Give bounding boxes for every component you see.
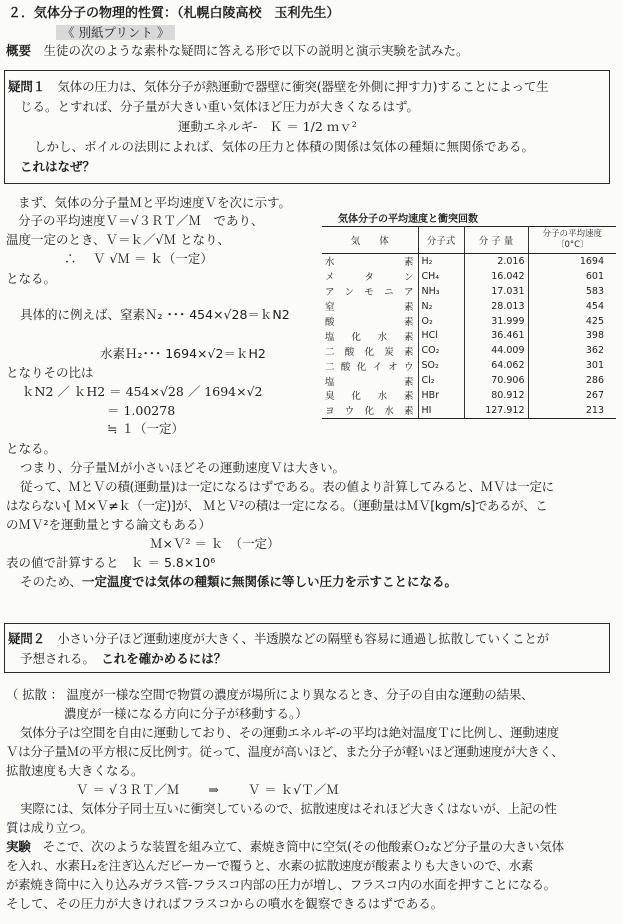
formula-cell: CO₂ xyxy=(418,343,464,358)
table-row xyxy=(322,284,616,299)
body1-line12: となる。 xyxy=(6,441,57,456)
body2-line3: 気体分子は空間を自由に運動しており、その運動エネルギ‐の平均は絶対温度Ｔに比例し、運動速度 xyxy=(20,725,559,740)
gas-name-cell: 水素 xyxy=(322,254,418,269)
body1-line13: つまり、分子量Ｍが小さいほどその運動速度Ｖは大きい。 xyxy=(20,460,346,475)
body2-line2: 濃度が一様になる方向に分子が移動する。） xyxy=(64,706,308,721)
q1-label: 疑問１ xyxy=(8,79,46,94)
body2-line12: そして、その圧力が大きければフラスコからの噴水を観察できるはずである。 xyxy=(6,896,444,911)
table-header-cell: 分子の平均速度〔0°C〕 xyxy=(528,227,616,254)
molecular-weight-cell: 28.013 xyxy=(464,299,528,314)
formula-cell: HI xyxy=(418,403,464,418)
gas-name-cell: 塩素 xyxy=(322,373,418,388)
molecular-weight-cell: 2.016 xyxy=(464,254,528,269)
formula-cell: CH₄ xyxy=(418,269,464,284)
overview xyxy=(6,42,469,59)
body1-line3: 温度一定のとき、Ｖ＝ｋ／√Ｍ となり、 xyxy=(6,232,230,247)
body1-line2: 分子の平均速度Ｖ＝√３ＲＴ／Ｍ であり、 xyxy=(18,213,264,228)
formula-cell: NH₃ xyxy=(418,284,464,299)
table-row xyxy=(322,373,616,388)
q1-line2: じる。とすれば、分子量が大きい重い気体ほど圧力が大きくなるはず。 xyxy=(20,99,420,114)
body2-line10: を入れ、水素Ｈ₂を注ぎ込んだビーカーで覆うと、水素の拡散速度が酸素よりも大きいので、水素 xyxy=(6,858,533,873)
velocity-cell: 454 xyxy=(528,299,616,314)
gas-name-cell: ヨウ化水素 xyxy=(322,403,418,418)
body1-line18: 表の値で計算すると ｋ ＝ 5.8×10⁶ xyxy=(6,555,216,570)
molecular-weight-cell: 127.912 xyxy=(464,403,528,418)
velocity-table xyxy=(322,226,616,419)
body2-line9-text: そこで、次のような装置を組み立て、素焼き筒中に空気(その他酸素Ｏ₂など分子量の大きい気体 xyxy=(42,839,564,854)
velocity-cell: 1694 xyxy=(528,254,616,269)
experiment-label: 実験 xyxy=(6,839,31,854)
body1-line15: はならない[ Ｍ×Ｖ≠ｋ（一定)]が、 ＭとＶ²の積は一定になる。（運動量はＭＶ[kgm/s]であるが、こ xyxy=(6,498,548,513)
subtitle xyxy=(56,24,175,41)
body2-line1: （ 拡散 ： 温度が一様な空間で物質の濃度が場所により異なるとき、分子の自由な運動の結果、 xyxy=(6,687,534,702)
q2-question: これを確かめるには？ xyxy=(101,651,227,666)
body2-line4: Ｖは分子量Ｍの平方根に反比例す。従って、温度が高いほど、また分子が軽いほど運動速度が大きく、 xyxy=(6,744,564,759)
molecular-weight-cell: 64.062 xyxy=(464,358,528,373)
overview-text: 生徒の次のような素朴な疑問に答える形で以下の説明と演示実験を試みた。 xyxy=(43,43,469,58)
q1-line1 xyxy=(8,78,549,95)
velocity-cell: 286 xyxy=(528,373,616,388)
velocity-cell: 398 xyxy=(528,328,616,343)
velocity-cell: 213 xyxy=(528,403,616,418)
gas-name-cell: アンモニア xyxy=(322,284,418,299)
table-row xyxy=(322,254,616,269)
table-row xyxy=(322,358,616,373)
body1-line1: まず、気体の分子量Ｍと平均速度Ｖを次に示す。 xyxy=(18,195,292,210)
table-header-row xyxy=(322,227,616,254)
formula-cell: Cl₂ xyxy=(418,373,464,388)
q1-question: これはなぜ？ xyxy=(20,159,96,174)
body2-line9 xyxy=(6,838,564,855)
formula-cell: SO₂ xyxy=(418,358,464,373)
table-title: 気体分子の平均速度と衝突回数 xyxy=(338,214,478,225)
body1-line8: となりその比は xyxy=(6,365,94,380)
body1-line6: 具体的に例えば、窒素Ｎ₂ ･･･ 454×√28＝ｋN2 xyxy=(20,307,290,322)
q2-label: 疑問２ xyxy=(8,631,45,646)
molecular-weight-cell: 80.912 xyxy=(464,388,528,403)
overview-label: 概要 xyxy=(6,43,32,58)
gas-name-cell: 窒素 xyxy=(322,299,418,314)
body2-line5: 拡散速度も大きくなる。 xyxy=(6,763,144,778)
molecular-weight-cell: 16.042 xyxy=(464,269,528,284)
velocity-cell: 301 xyxy=(528,358,616,373)
molecular-weight-cell: 17.031 xyxy=(464,284,528,299)
molecular-weight-cell: 36.461 xyxy=(464,328,528,343)
body2-line8: 質は成り立つ。 xyxy=(6,820,94,835)
body1-line16: のＭＶ²を運動量とする論文もある） xyxy=(6,517,212,532)
q2-line2-text: 予想される。 xyxy=(20,651,89,666)
table-header-cell: 気 体 xyxy=(322,227,418,254)
table-row xyxy=(322,403,616,418)
body1-conclusion: 一定温度では気体の種類に無関係に等しい圧力を示すことになる。 xyxy=(82,574,458,589)
gas-name-cell: 臭化水素 xyxy=(322,388,418,403)
formula-cell: O₂ xyxy=(418,314,464,329)
body2-line7: 実際には、気体分子同士互いに衝突しているので、拡散速度はそれほど大きくはないが、上記の性 xyxy=(20,801,557,816)
page-title: ２．気体分子の物理的性質：（札幌白陵高校 玉利先生） xyxy=(8,6,340,21)
velocity-cell: 267 xyxy=(528,388,616,403)
gas-name-cell: 二酸化炭素 xyxy=(322,343,418,358)
body1-line19 xyxy=(20,573,457,590)
table-row xyxy=(322,269,616,284)
body1-line17: Ｍ×Ｖ² ＝ ｋ （一定） xyxy=(150,536,280,551)
table-header-cell: 分 子 量 xyxy=(464,227,528,254)
molecular-weight-cell: 31.999 xyxy=(464,314,528,329)
body1-line5: となる。 xyxy=(6,271,57,286)
molecular-weight-cell: 70.906 xyxy=(464,373,528,388)
table-row xyxy=(322,328,616,343)
q1-line3: しかし、ボイルの法則によれば、気体の圧力と体積の関係は気体の種類に無関係である。 xyxy=(34,139,535,154)
body2-line11: が素焼き筒中に入り込みガラス管‐フラスコ内部の圧力が増し、フラスコ内の水面を押すことになる。 xyxy=(6,877,556,892)
gas-name-cell: 塩化水素 xyxy=(322,328,418,343)
body1-line7: 水素Ｈ₂･･･ 1694×√2＝ｋH2 xyxy=(100,346,266,361)
table-row xyxy=(322,388,616,403)
table-header-cell: 分子式 xyxy=(418,227,464,254)
formula-cell: N₂ xyxy=(418,299,464,314)
velocity-cell: 425 xyxy=(528,314,616,329)
table-row xyxy=(322,299,616,314)
body1-line10: ＝ 1.00278 xyxy=(107,403,176,418)
q2-line1-text: 小さい分子ほど運動速度が大きく、半透膜などの隔壁も容易に通過し拡散していくことが xyxy=(57,631,549,646)
velocity-cell: 583 xyxy=(528,284,616,299)
q1-equation: 運動エネルギ‐ Ｋ ＝ 1/2 ｍｖ² xyxy=(178,119,357,134)
q2-line1 xyxy=(8,630,549,647)
table-body xyxy=(322,254,616,419)
velocity-cell: 601 xyxy=(528,269,616,284)
formula-cell: HCl xyxy=(418,328,464,343)
gas-name-cell: メタン xyxy=(322,269,418,284)
table-row xyxy=(322,343,616,358)
subtitle-text: 《 別紙プリント 》 xyxy=(56,25,175,40)
table-row xyxy=(322,314,616,329)
formula-cell: HBr xyxy=(418,388,464,403)
velocity-cell: 362 xyxy=(528,343,616,358)
q2-line2 xyxy=(20,650,226,667)
body1-line9: ｋN2 ／ ｋH2 ＝ 454×√28 ／ 1694×√2 xyxy=(22,384,263,399)
gas-name-cell: 二酸化イオウ xyxy=(322,358,418,373)
q1-line1-text: 気体の圧力は、気体分子が熱運動で器壁に衝突(器壁を外側に押す力)することによって生 xyxy=(57,79,549,94)
body1-line19-text: そのため、 xyxy=(20,574,83,589)
gas-name-cell: 酸素 xyxy=(322,314,418,329)
body2-line6: Ｖ ＝ √３ＲＴ／Ｍ ⇒ Ｖ ＝ ｋ√Ｔ／Ｍ xyxy=(76,782,339,797)
formula-cell: H₂ xyxy=(418,254,464,269)
molecular-weight-cell: 44.009 xyxy=(464,343,528,358)
body1-line14: 従って、ＭとＶの積(運動量)は一定になるはずである。表の値より計算してみると、ＭＶは一定に xyxy=(20,479,554,494)
body1-line4: ∴ Ｖ √Ｍ ＝ ｋ（一定） xyxy=(64,251,213,266)
body1-line11: ≒ １（一定） xyxy=(107,421,184,436)
